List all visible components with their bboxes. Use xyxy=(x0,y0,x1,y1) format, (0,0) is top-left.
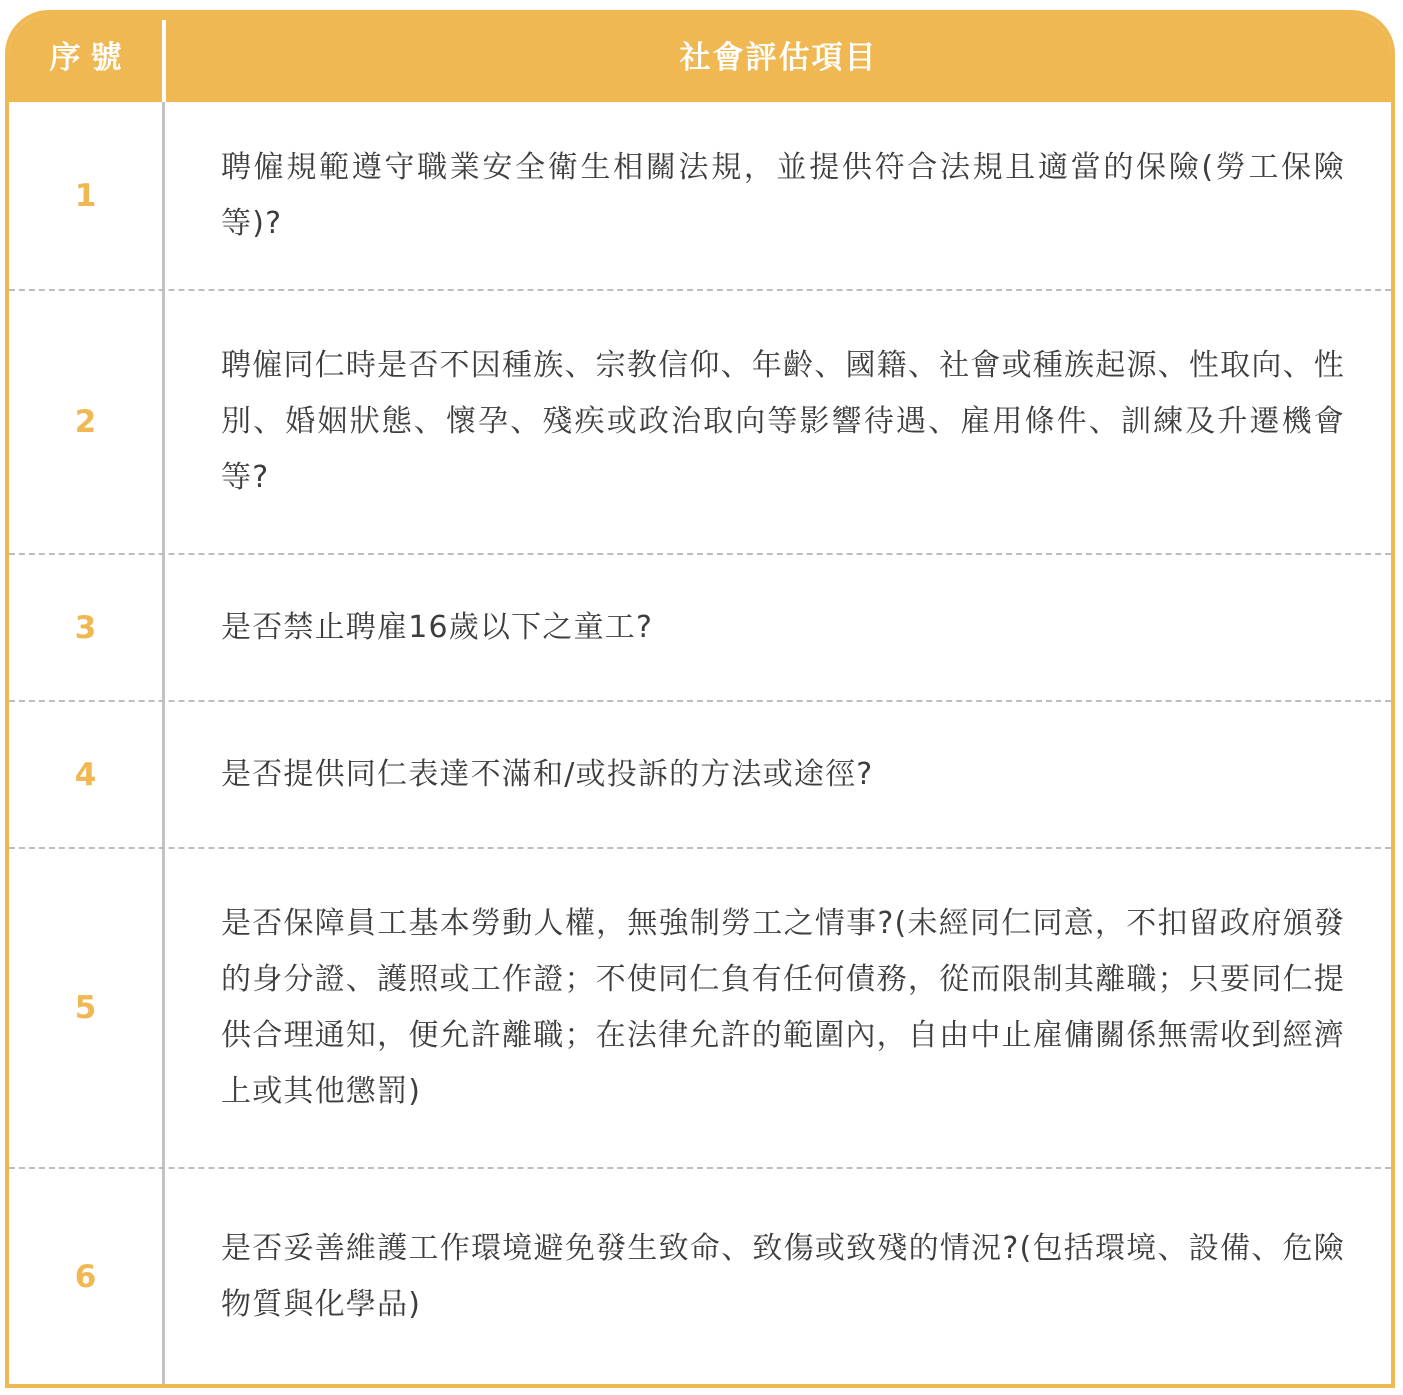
row-number: 5 xyxy=(74,990,97,1026)
table-row xyxy=(9,849,1391,1169)
table-row xyxy=(9,702,1391,849)
row-text: 是否禁止聘雇16歲以下之童工? xyxy=(221,609,654,645)
table-row xyxy=(9,291,1391,555)
row-number: 1 xyxy=(74,177,97,214)
header-title-label: 社會評估項目 xyxy=(679,40,878,76)
table-row xyxy=(9,102,1391,291)
row-number: 2 xyxy=(74,404,97,440)
table-row xyxy=(9,555,1391,702)
row-text: 聘僱規範遵守職業安全衛生相關法規，並提供符合法規且適當的保險(勞工保險等)? xyxy=(221,149,1345,241)
header-number-label: 序號 xyxy=(49,40,132,76)
row-text: 是否保障員工基本勞動人權，無強制勞工之情事?(未經同仁同意，不扣留政府頒發的身分證、護照或工作證；不使同仁負有任何債務，從而限制其離職；只要同仁提供合理通知，便允許離職；在法律允許的範圍內，自由中止雇傭關係無需收到經濟上或其他懲罰) xyxy=(221,906,1345,1109)
social-assessment-table xyxy=(5,10,1395,1388)
table-header xyxy=(9,14,1391,102)
row-text: 聘僱同仁時是否不因種族、宗教信仰、年齡、國籍、社會或種族起源、性取向、性別、婚姻狀態、懷孕、殘疾或政治取向等影響待遇、雇用條件、訓練及升遷機會等? xyxy=(221,348,1345,495)
row-number: 3 xyxy=(74,609,97,646)
row-text: 是否妥善維護工作環境避免發生致命、致傷或致殘的情況?(包括環境、設備、危險物質與化學品) xyxy=(221,1230,1345,1322)
table-row xyxy=(9,1169,1391,1384)
row-number: 6 xyxy=(74,1258,97,1295)
row-number: 4 xyxy=(74,756,97,793)
row-text: 是否提供同仁表達不滿和/或投訴的方法或途徑? xyxy=(221,756,874,792)
